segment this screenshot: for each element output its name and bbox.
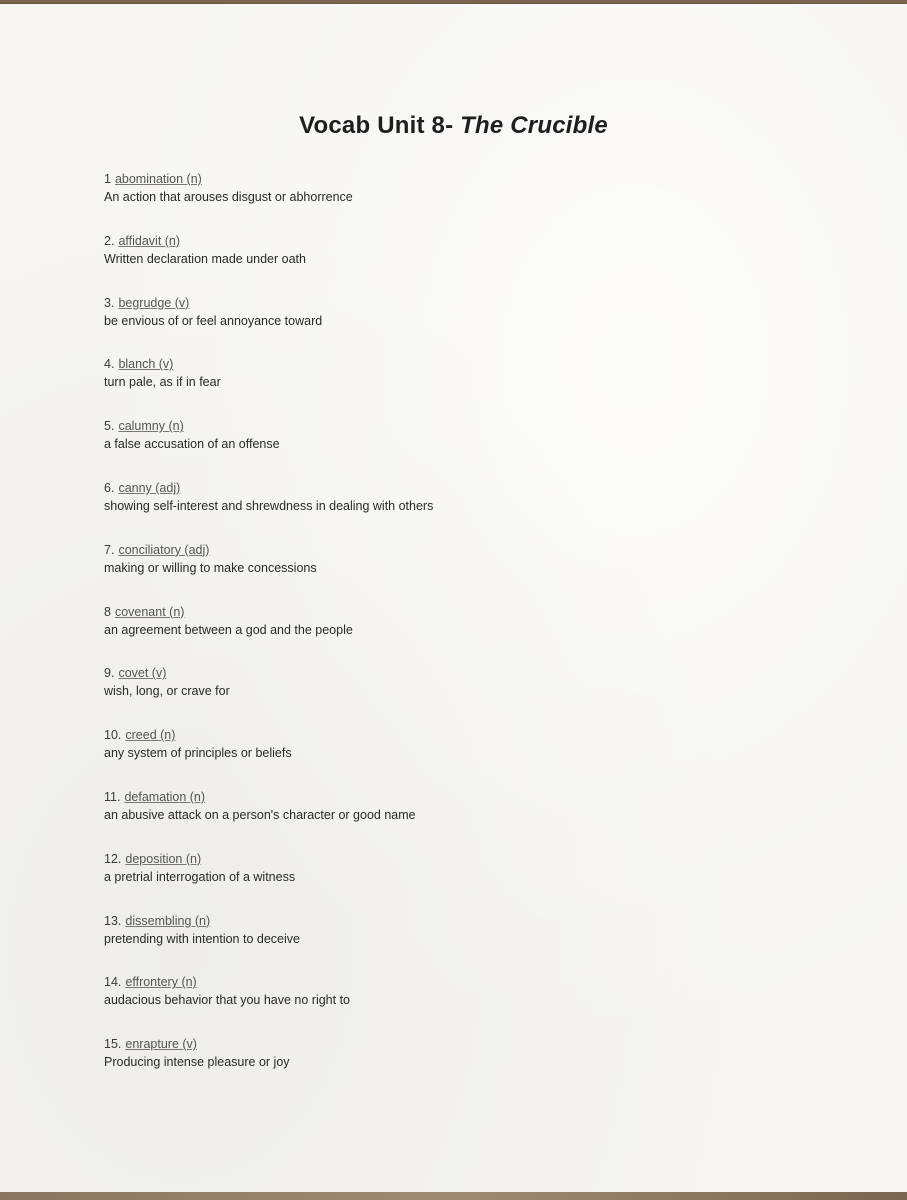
term-line [104,355,804,373]
vocab-term: conciliatory (adj) [118,542,210,557]
vocab-definition: making or willing to make concessions [104,560,317,575]
vocab-list [104,170,804,1097]
term-line [104,788,804,806]
title-prefix: Vocab Unit 8- [299,112,461,139]
vocab-entry [104,664,804,726]
vocab-entry [104,788,804,850]
title-italic: The Crucible [460,112,608,139]
vocab-entry [104,850,804,912]
vocab-entry [104,1035,804,1097]
term-line [104,912,804,930]
entry-number: 11. [104,789,121,804]
term-line [104,294,804,312]
entry-number: 8 [104,604,111,619]
vocab-entry [104,479,804,541]
term-line [104,232,804,250]
entry-number: 1 [104,172,111,186]
vocab-definition: turn pale, as if in fear [104,375,221,390]
page-title [0,112,907,140]
vocab-term: canny (adj) [118,480,181,495]
term-line [104,541,804,559]
vocab-entry [104,232,804,294]
vocab-entry [104,355,804,417]
vocab-definition: an agreement between a god and the people [104,622,353,637]
vocab-term: covenant (n) [114,604,185,619]
entry-number: 15. [104,1037,122,1052]
vocab-definition: a pretrial interrogation of a witness [104,869,296,884]
vocab-entry [104,973,804,1035]
vocab-term: calumny (n) [118,419,184,434]
vocab-definition: an abusive attack on a person's character or good name [104,807,416,822]
entry-number: 9. [104,666,115,681]
term-line [104,850,804,868]
entry-number: 12. [104,851,122,866]
term-line [104,664,804,682]
entry-number: 14. [104,975,122,990]
vocab-definition: wish, long, or crave for [104,684,230,699]
vocab-definition: audacious behavior that you have no right to [104,993,351,1008]
vocab-term: abomination (n) [114,172,202,186]
entry-number: 5. [104,419,115,434]
entry-number: 7. [104,542,115,557]
vocab-definition: Producing intense pleasure or joy [104,1055,290,1070]
vocab-definition: a false accusation of an offense [104,437,280,452]
vocab-entry [104,726,804,788]
entry-number: 13. [104,913,122,928]
vocab-entry [104,170,804,232]
vocab-definition: Written declaration made under oath [104,251,306,266]
vocab-term: deposition (n) [125,851,202,866]
vocab-term: begrudge (v) [118,295,190,310]
vocab-definition: pretending with intention to deceive [104,931,300,946]
vocab-definition: any system of principles or beliefs [104,746,292,761]
entry-number: 2. [104,233,115,248]
vocab-term: creed (n) [125,728,176,743]
term-line [104,726,804,744]
vocab-entry [104,603,804,665]
vocab-entry [104,294,804,356]
vocab-entry [104,417,804,479]
paper-sheet [0,4,907,1192]
entry-number: 4. [104,357,115,372]
vocab-term: affidavit (n) [118,233,181,248]
vocab-term: blanch (v) [118,357,174,372]
table-edge [0,1192,907,1200]
entry-number: 6. [104,480,115,495]
vocab-term: covet (v) [118,666,167,681]
vocab-term: enrapture (v) [125,1037,197,1052]
vocab-entry [104,541,804,603]
vocab-term: dissembling (n) [125,913,211,928]
vocab-term: defamation (n) [124,789,206,804]
term-line [104,1035,804,1053]
entry-number: 10. [104,728,122,743]
vocab-entry [104,912,804,974]
vocab-term: effrontery (n) [125,975,197,990]
term-line [104,170,804,188]
vocab-definition: showing self-interest and shrewdness in dealing with others [104,498,434,513]
term-line [104,973,804,991]
term-line [104,479,804,497]
vocab-definition: be envious of or feel annoyance toward [104,313,323,328]
term-line [104,417,804,435]
term-line [104,603,804,621]
entry-number: 3. [104,295,115,310]
vocab-definition: An action that arouses disgust or abhorrence [104,190,353,204]
